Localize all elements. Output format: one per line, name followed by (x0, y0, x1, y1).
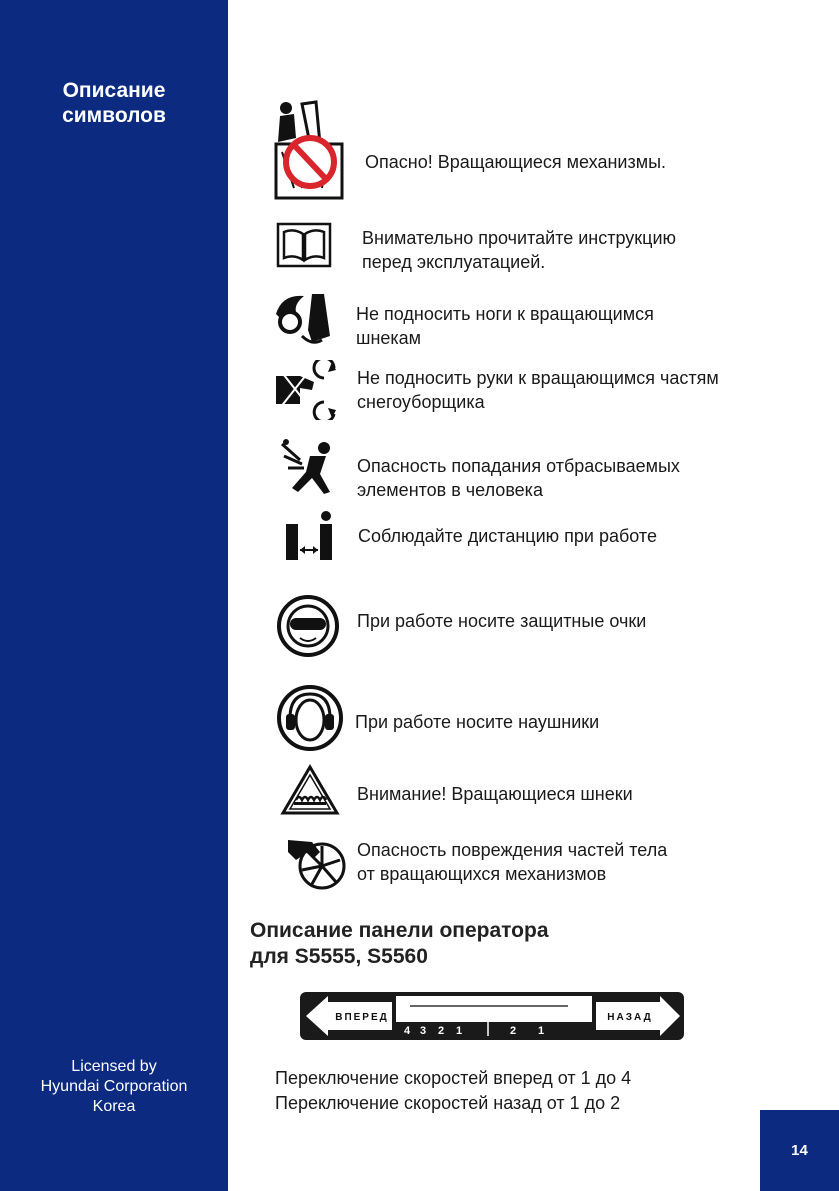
license-line1: Licensed by (71, 1058, 157, 1075)
symbol-text-1: Опасно! Вращающиеся механизмы. (365, 152, 667, 172)
symbol-text-8: При работе носите наушники (355, 712, 600, 732)
operator-panel-diagram (300, 992, 684, 1040)
reverse-gear-1: 1 (538, 1025, 545, 1037)
license-line3: Korea (92, 1098, 136, 1115)
feet-auger-icon (272, 290, 336, 348)
symbol-text-10: Опасность повреждения частей тела от вращающихся механизмов (357, 840, 668, 884)
symbol-text-9: Внимание! Вращающиеся шнеки (357, 784, 633, 804)
operator-panel-heading (250, 918, 549, 970)
forward-label: ВПЕРЕД (335, 1012, 389, 1023)
operator-panel-heading-line1: Описание панели оператора (250, 919, 549, 942)
license-line2: Hyundai Corporation (40, 1078, 188, 1095)
keep-distance-icon (284, 510, 336, 562)
symbol-text-3: Не подносить ноги к вращающимся шнекам (356, 304, 654, 348)
operator-panel-heading-line2: для S5555, S5560 (250, 945, 428, 968)
ear-protection-icon (276, 684, 344, 752)
impeller-hand-icon (286, 834, 350, 892)
symbol-text-2: Внимательно прочитайте инструкцию перед эксплуатацией. (362, 228, 677, 272)
symbol-text-6: Соблюдайте дистанцию при работе (358, 526, 657, 546)
forward-gear-1: 1 (456, 1025, 463, 1037)
thrown-objects-icon (280, 438, 336, 496)
forward-gear-2: 2 (438, 1025, 445, 1037)
sidebar-title-line1: Описание (62, 79, 166, 102)
read-manual-icon (276, 222, 332, 268)
page-number (760, 1110, 839, 1191)
license-text (0, 1057, 228, 1117)
rotating-mechanism-warning-icon (272, 98, 348, 202)
page-number-text: 14 (791, 1142, 808, 1159)
reverse-speed-text: Переключение скоростей назад от 1 до 2 (275, 1093, 621, 1113)
forward-gear-4: 4 (404, 1025, 411, 1037)
speed-description (275, 1066, 631, 1116)
sidebar-title (0, 78, 228, 128)
reverse-gear-2: 2 (510, 1025, 517, 1037)
sidebar (0, 0, 228, 1191)
forward-gear-3: 3 (420, 1025, 427, 1037)
symbol-text-4: Не подносить руки к вращающимся частям снегоуборщика (357, 368, 719, 412)
safety-goggles-icon (276, 594, 340, 658)
auger-triangle-warning-icon (280, 764, 340, 816)
symbol-text-7: При работе носите защитные очки (357, 611, 647, 631)
forward-speed-text: Переключение скоростей вперед от 1 до 4 (275, 1068, 632, 1088)
reverse-label: НАЗАД (607, 1012, 653, 1023)
sidebar-title-line2: символов (62, 104, 166, 127)
symbol-text-5: Опасность попадания отбрасываемых элементов в человека (357, 456, 680, 500)
hands-rotation-icon (274, 360, 346, 420)
